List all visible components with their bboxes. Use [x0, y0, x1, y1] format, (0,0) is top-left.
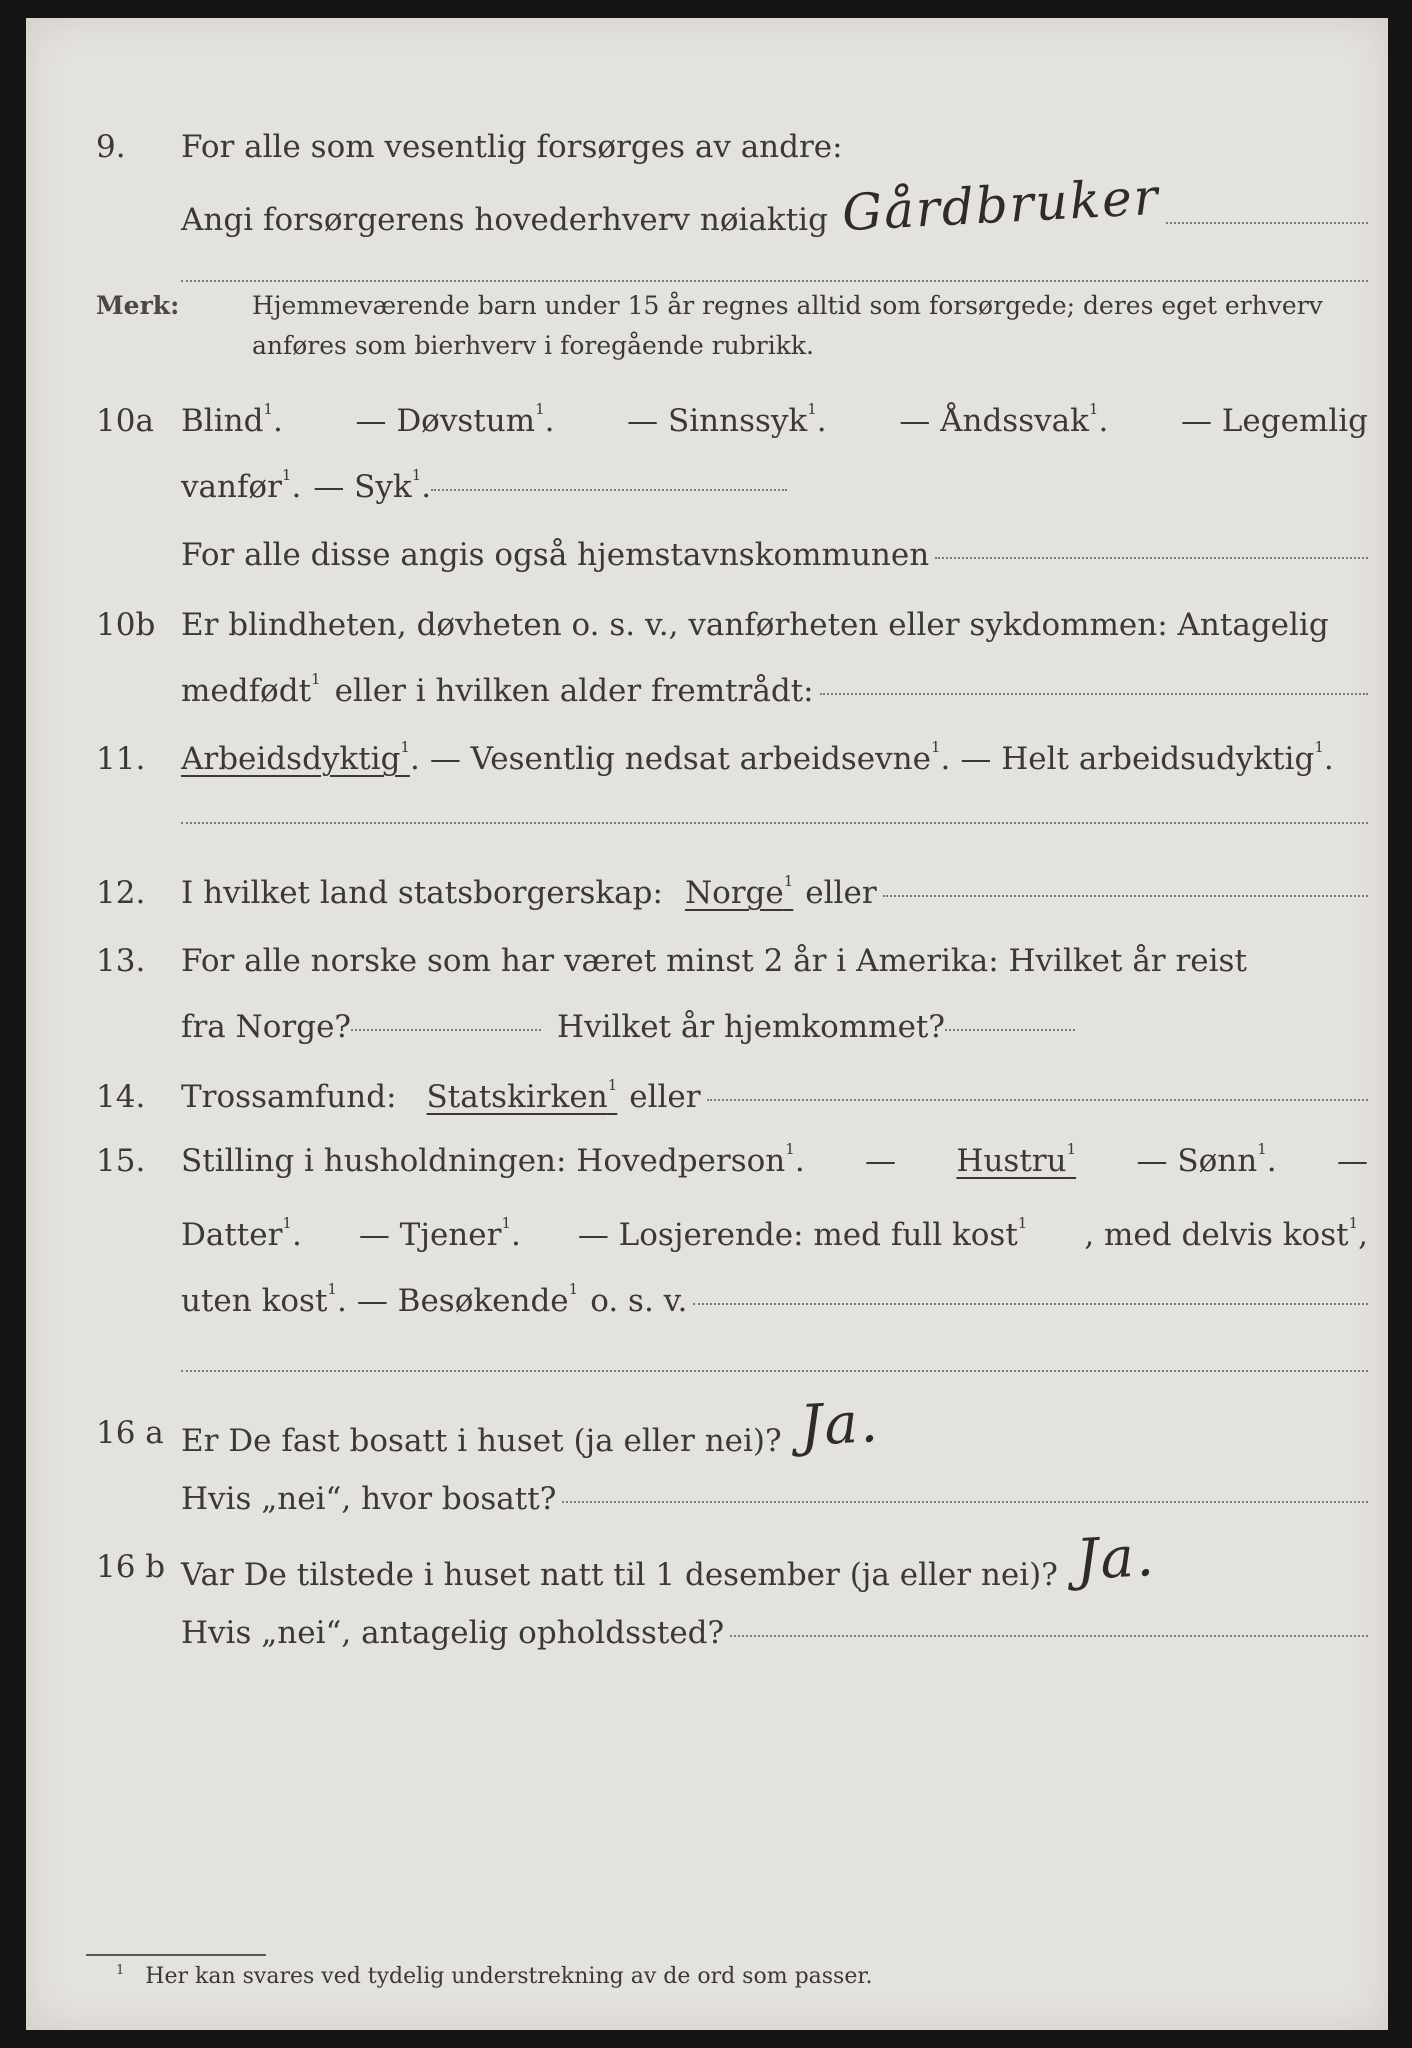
answer-line	[431, 489, 787, 491]
question-number: 12.	[96, 875, 146, 911]
option-delvis-kost[interactable]: , med delvis kost$^1$,	[1084, 1214, 1368, 1253]
answer-line	[883, 895, 1368, 897]
handwritten-answer[interactable]: Gårdbruker	[840, 167, 1161, 243]
answer-line	[945, 1029, 1075, 1031]
question-10a-line-1	[26, 388, 1388, 454]
question-number: 14.	[96, 1079, 146, 1115]
question-12	[26, 860, 1388, 926]
question-text: I hvilket land statsborgerskap:	[181, 875, 663, 911]
answer-line	[820, 693, 1368, 695]
question-text: For alle som vesentlig forsørges av andre:	[181, 129, 843, 165]
question-10a-line-2	[26, 454, 1388, 520]
footnote	[116, 1964, 872, 1989]
answer-line	[935, 557, 1368, 559]
answer-line	[693, 1303, 1368, 1305]
question-text: Er blindheten, døvheten o. s. v., vanførheten eller sykdommen: Antagelig	[181, 607, 1329, 643]
option-dovstum[interactable]: — Døvstum$^1$.	[355, 400, 555, 439]
question-number: 16 a	[96, 1415, 164, 1451]
option-uten-kost[interactable]: uten kost$^1$.	[181, 1280, 347, 1319]
handwritten-answer[interactable]: Ja.	[797, 1389, 881, 1460]
question-number: 15.	[96, 1143, 146, 1179]
option-hustru[interactable]: Hustru$^1$	[956, 1140, 1077, 1179]
question-14	[26, 1064, 1388, 1130]
option-syk[interactable]: — Syk$^1$.	[313, 466, 432, 505]
answer-line	[351, 1029, 541, 1031]
question-text: Er De fast bosatt i huset (ja eller nei)?	[181, 1423, 782, 1459]
question-10b-line-2	[26, 658, 1388, 724]
option-arbeidsudyktig[interactable]: — Helt arbeidsudyktig$^1$.	[960, 738, 1334, 777]
question-16a-line-2	[26, 1466, 1388, 1532]
question-number: 13.	[96, 943, 146, 979]
question-9-line-1	[26, 114, 1388, 180]
question-13-line-1	[26, 928, 1388, 994]
question-text: eller	[805, 875, 877, 911]
question-15-line-2	[26, 1202, 1388, 1268]
question-13-line-2	[26, 994, 1388, 1060]
answer-line	[562, 1501, 1368, 1503]
option-hovedperson[interactable]: Stilling i husholdningen: Hovedperson$^1$.	[181, 1140, 805, 1179]
question-text: Hvilket år hjemkommet?	[557, 1009, 946, 1045]
answer-line	[707, 1099, 1368, 1101]
question-number: 16 b	[96, 1549, 166, 1585]
question-16a-line-1	[26, 1389, 1388, 1466]
option-norge[interactable]: Norge$^1$	[684, 872, 794, 911]
question-number: 9.	[96, 129, 126, 165]
question-10b-line-1	[26, 592, 1388, 658]
question-text: Trossamfund:	[181, 1079, 397, 1115]
footnote-mark: 1	[116, 1963, 125, 1978]
question-10a-line-3	[26, 522, 1388, 588]
option-besokende[interactable]: — Besøkende$^1$	[356, 1280, 579, 1319]
option-tjener[interactable]: — Tjener$^1$.	[358, 1214, 521, 1253]
question-text: Hvis „nei“, hvor bosatt?	[181, 1481, 557, 1517]
option-vanfor[interactable]: vanfør$^1$.	[181, 466, 302, 505]
question-text: For alle norske som har været minst 2 år i Amerika: Hvilket år reist	[181, 943, 1247, 979]
question-16b-line-2	[26, 1600, 1388, 1666]
answer-line	[1166, 222, 1369, 224]
question-text: For alle disse angis også hjemstavnskommunen	[181, 537, 930, 573]
answer-line-extra	[181, 280, 1368, 282]
question-text: fra Norge?	[181, 1009, 352, 1045]
option-blind[interactable]: Blind$^1$.	[181, 400, 283, 439]
question-15-line-3: uten kost$^1$. — Besøkende$^1$ o. s. v.	[26, 1268, 1388, 1334]
question-text: eller i hvilken alder fremtrådt:	[334, 673, 814, 709]
question-number: 10a	[96, 403, 154, 439]
footnote-text: Her kan svares ved tydelig understrekning av de ord som passer.	[145, 1964, 873, 1989]
option-full-kost[interactable]: — Losjerende: med full kost$^1$	[577, 1214, 1028, 1253]
footnote-rule	[86, 1954, 266, 1956]
question-number: 10b	[96, 607, 156, 643]
option-nedsat-arbeidsevne[interactable]: — Vesentlig nedsat arbeidsevne$^1$.	[429, 738, 951, 777]
option-arbeidsdyktig[interactable]: Arbeidsdyktig$^1$	[181, 738, 410, 777]
census-form-page	[26, 18, 1388, 2030]
handwritten-answer[interactable]: Ja.	[1074, 1523, 1158, 1594]
note-text: Hjemmeværende barn under 15 år regnes alltid som forsørgede; deres eget erhverv anføres som bierhverv i foregående rubrikk.	[252, 291, 1323, 360]
option-datter[interactable]: Datter$^1$.	[181, 1214, 302, 1253]
question-text: Hvis „nei“, antagelig opholdssted?	[181, 1615, 725, 1651]
answer-line-extra	[181, 822, 1368, 824]
answer-line	[730, 1635, 1368, 1637]
question-15-line-1: 15. Stilling i husholdningen: Hovedperson$^1$. — Hustru$^1$ — Sønn$^1$. —	[26, 1128, 1388, 1194]
option-medfodt[interactable]: medfødt$^1$	[181, 670, 321, 709]
option-andssvak[interactable]: — Åndssvak$^1$.	[899, 400, 1109, 439]
answer-line-extra	[181, 1370, 1368, 1372]
question-number: 11.	[96, 741, 146, 777]
question-text: eller	[629, 1079, 701, 1115]
question-16b-line-1	[26, 1523, 1388, 1600]
option-sonn[interactable]: — Sønn$^1$.	[1136, 1140, 1277, 1179]
question-11: 11. Arbeidsdyktig$^1$ . — Vesentlig nedsat arbeidsevne$^1$. — Helt arbeidsudyktig$^1$.	[26, 726, 1388, 792]
option-statskirken[interactable]: Statskirken$^1$	[426, 1076, 618, 1115]
note-label: Merk:	[96, 291, 180, 320]
question-text: Var De tilstede i huset natt til 1 desember (ja eller nei)?	[181, 1557, 1058, 1593]
option-legemlig[interactable]: — Legemlig	[1180, 403, 1368, 439]
question-9-line-2	[26, 167, 1388, 246]
option-sinnssyk[interactable]: — Sinnssyk$^1$.	[627, 400, 827, 439]
question-text: Angi forsørgerens hovederhverv nøiaktig	[181, 202, 828, 238]
